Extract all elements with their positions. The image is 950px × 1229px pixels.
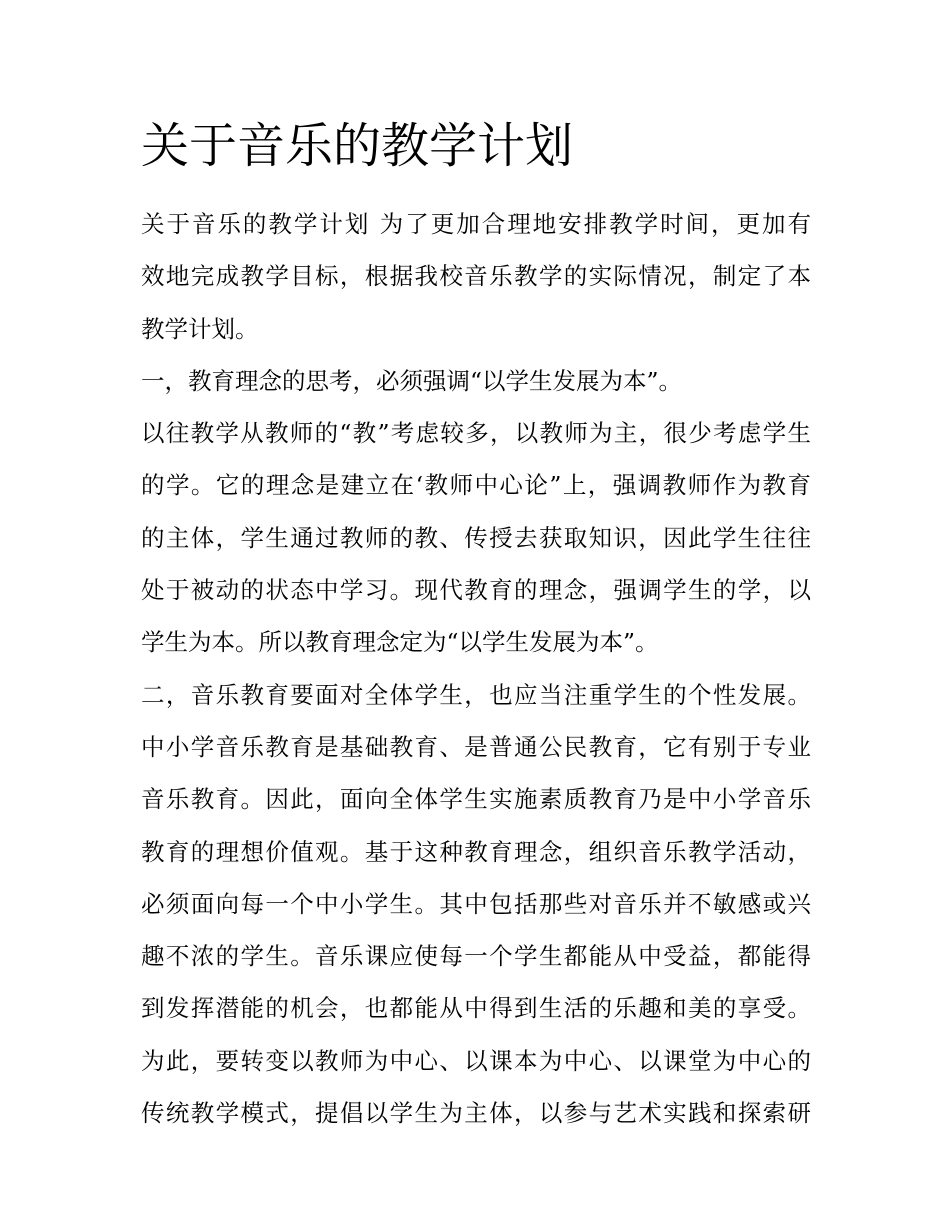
body-line: 音乐教育。因此，面向全体学生实施素质教育乃是中小学音乐	[141, 785, 811, 814]
page-title: 关于音乐的教学计划	[141, 118, 574, 174]
body-line: 趣不浓的学生。音乐课应使每一个学生都能从中受益，都能得	[141, 942, 811, 971]
section-heading: 一，教育理念的思考，必须强调“以学生发展为本”。	[141, 366, 683, 395]
body-line: 必须面向每一个中小学生。其中包括那些对音乐并不敏感或兴	[141, 889, 811, 918]
body-line: 到发挥潜能的机会，也都能从中得到生活的乐趣和美的享受。	[141, 994, 811, 1023]
section-heading: 二，音乐教育要面对全体学生，也应当注重学生的个性发展。	[141, 680, 811, 709]
body-line: 效地完成教学目标，根据我校音乐教学的实际情况，制定了本	[141, 262, 811, 291]
body-line: 处于被动的状态中学习。现代教育的理念，强调学生的学，以	[141, 576, 811, 605]
body-line: 的主体，学生通过教师的教、传授去获取知识，因此学生往往	[141, 523, 811, 552]
body-line: 为此，要转变以教师为中心、以课本为中心、以课堂为中心的	[141, 1046, 811, 1075]
body-line: 关于音乐的教学计划 为了更加合理地安排教学时间，更加有	[141, 210, 811, 238]
body-line: 中小学音乐教育是基础教育、是普通公民教育，它有别于专业	[141, 732, 811, 761]
body-line: 教学计划。	[141, 314, 259, 343]
body-line: 以往教学从教师的“教”考虑较多，以教师为主，很少考虑学生	[141, 419, 811, 448]
body-line: 教育的理想价值观。基于这种教育理念，组织音乐教学活动，	[141, 837, 811, 866]
body-line: 传统教学模式，提倡以学生为主体，以参与艺术实践和探索研	[141, 1099, 811, 1128]
body-line: 的学。它的理念是建立在‘教师中心论”上，强调教师作为教育	[141, 471, 811, 500]
body-line: 学生为本。所以教育理念定为“以学生发展为本”。	[141, 628, 659, 657]
document-body	[141, 198, 811, 1139]
